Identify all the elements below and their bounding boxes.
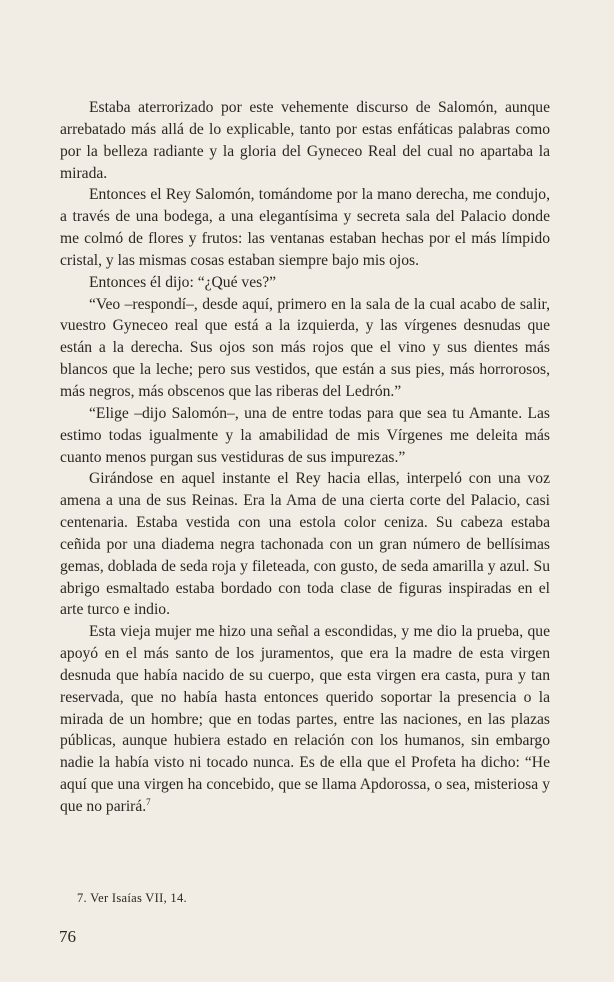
paragraph: Entonces él dijo: “¿Qué ves?” <box>89 273 277 291</box>
paragraph: Estaba aterrorizado por este vehemente discurso de Salomón, aunque arrebatado más allá de lo explicable, tanto por estas enfáticas palabras como por la belleza radiante y la gloria del Gyneceo Real del cual no apartaba la mirada. <box>60 99 550 182</box>
page-number: 76 <box>59 927 76 946</box>
paragraph: “Veo –respondí–, desde aquí, primero en la sala de la cual acabo de salir, vuestro Gyneceo real que está a la izquierda, y las vírgenes desnudas que están a la derecha. Sus ojos son más rojos que el vino y sus dientes más blancos que la leche; pero sus vestidos, que están a sus pies, más horrorosos, más negros, más obscenos que las riberas del Ledrón.” <box>60 295 550 400</box>
footnote: 7. Ver Isaías VII, 14. <box>77 891 187 905</box>
paragraph-text: Esta vieja mujer me hizo una señal a escondidas, y me dio la prueba, que apoyó en el más santo de los juramentos, que era la madre de esta virgen desnuda que había nacido de su cuerpo, que esta virgen era casta, pura y tan reservada, que no había hasta entonces querido soportar la presencia o la mirada de un hombre; que en todas partes, entre las naciones, en las plazas públicas, aunque hubiera estado en relación con los humanos, sin embargo nadie la había visto ni tocado nunca. Es de ella que el Profeta ha dicho: “He aquí que una virgen ha concebido, que se llama Apdorossa, o sea, misteriosa y que no parirá. <box>60 623 550 815</box>
paragraph: “Elige –dijo Salomón–, una de entre todas para que sea tu Amante. Las estimo todas igualmente y la amabilidad de mis Vírgenes me deleita más cuanto menos purgan sus vestiduras de sus impurezas.” <box>60 404 550 466</box>
body-text <box>60 97 550 818</box>
paragraph: Girándose en aquel instante el Rey hacia ellas, interpeló con una voz amena a una de sus Reinas. Era la Ama de una cierta corte del Palacio, casi centenaria. Estaba vestida con una estola color ceniza. Su cabeza estaba ceñida por una diadema negra tachonada con un gran número de bellísimas gemas, doblada de seda roja y fileteada, con gusto, de seda amarilla y azul. Su abrigo esmaltado estaba bordado con toda clase de figuras inspiradas en el arte turco e indio. <box>60 470 550 619</box>
footnote-marker: 7 <box>146 796 151 807</box>
paragraph-last <box>60 621 550 818</box>
paragraph: Entonces el Rey Salomón, tomándome por la mano derecha, me condujo, a través de una bodega, a una elegantísima y secreta sala del Palacio donde me colmó de flores y frutos: las ventanas estaban hechas por el más límpido cristal, y las mismas cosas estaban siempre bajo mis ojos. <box>60 186 550 269</box>
